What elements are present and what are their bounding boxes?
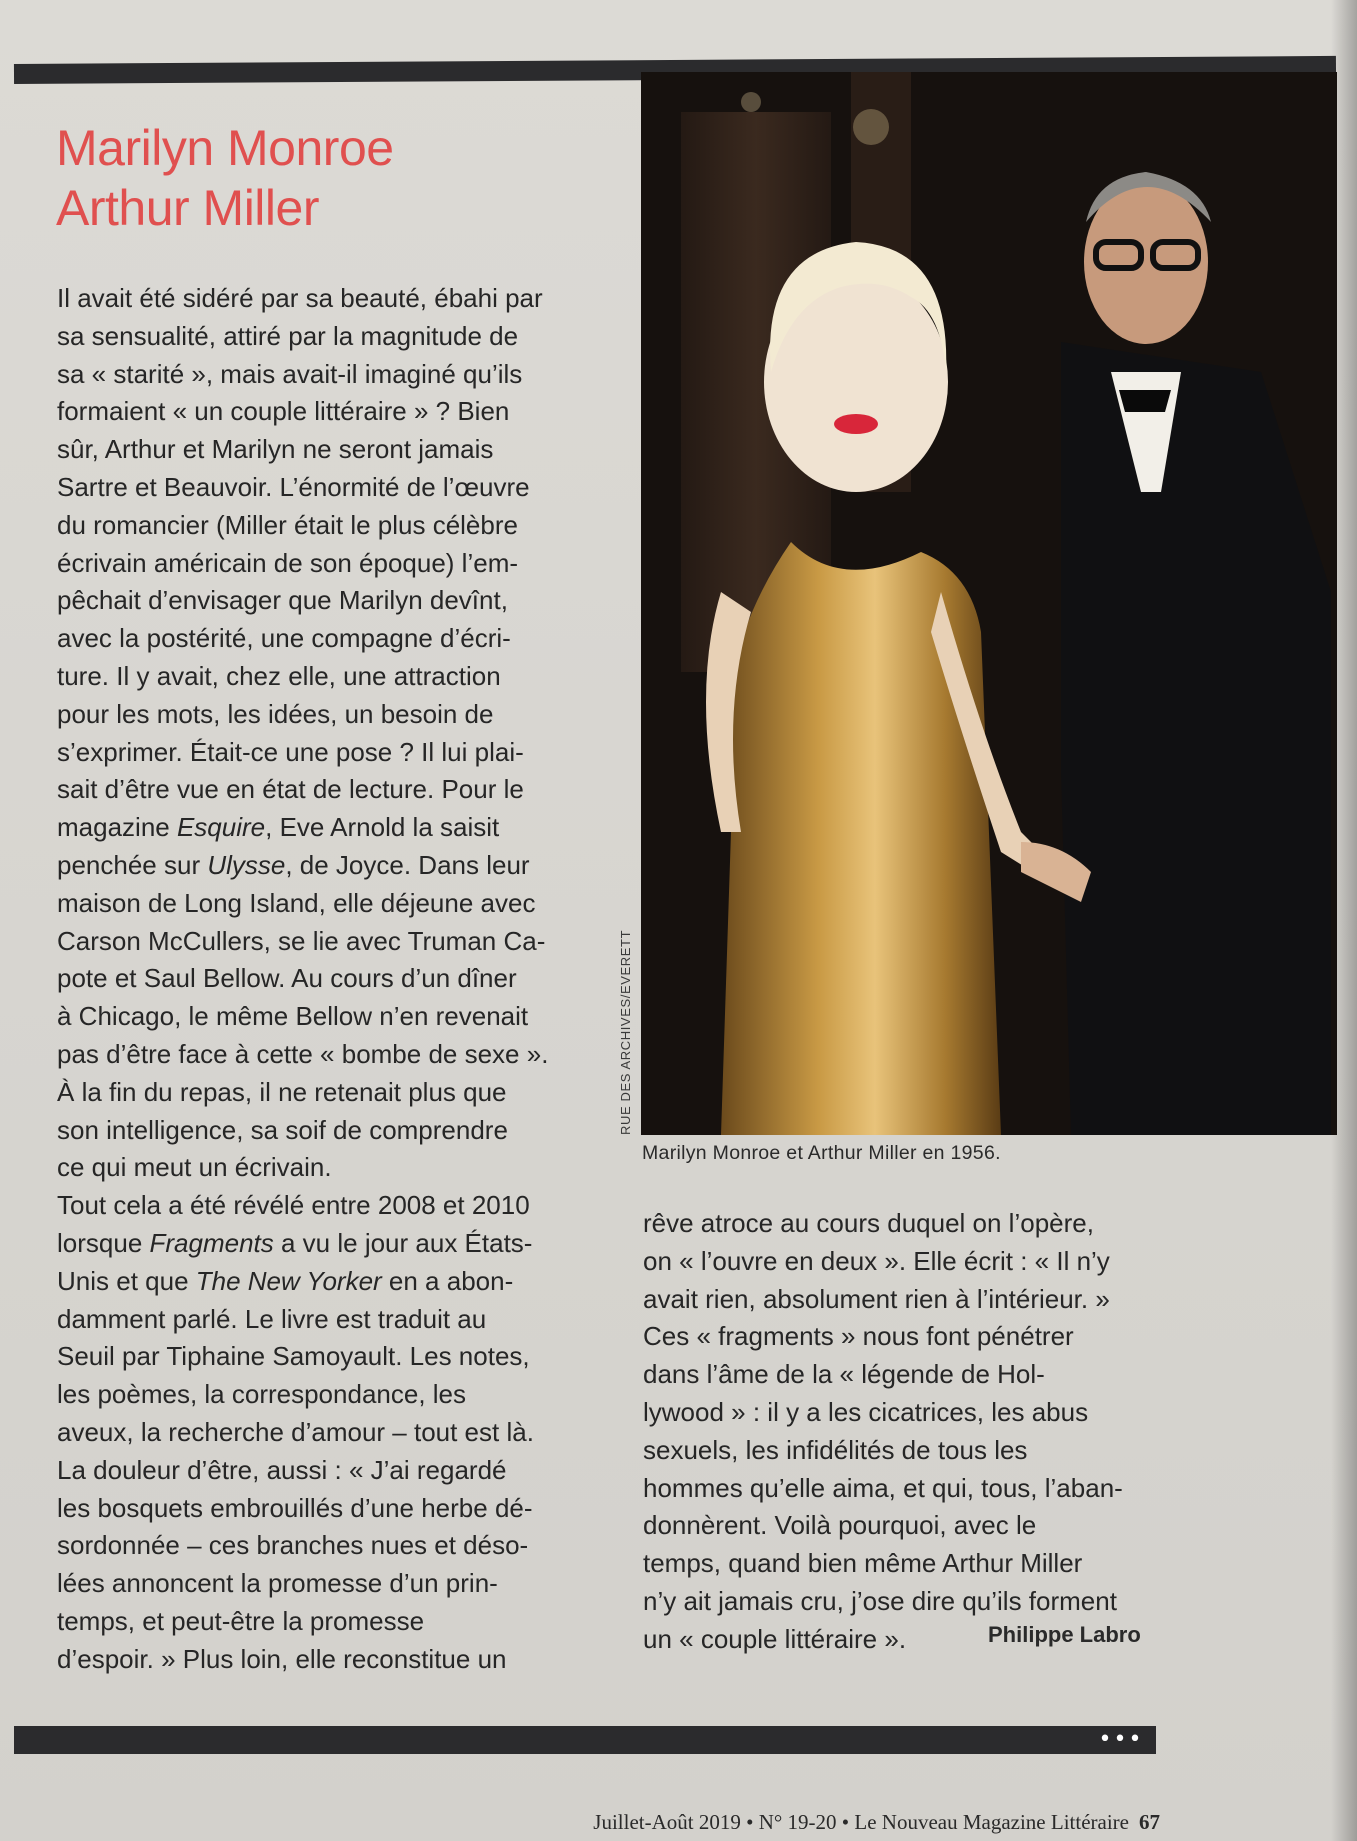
text-line: on « l’ouvre en deux ». Elle écrit : « Il n’y bbox=[643, 1245, 1110, 1276]
photo-illustration bbox=[641, 72, 1337, 1135]
page-footer bbox=[593, 1810, 1160, 1835]
text-line: magazine Esquire, Eve Arnold la saisit bbox=[57, 812, 500, 843]
text-line: Il avait été sidéré par sa beauté, ébahi par bbox=[57, 283, 543, 313]
title-line-2: Arthur Miller bbox=[56, 180, 319, 236]
text-line: dans l’âme de la « légende de Hol- bbox=[643, 1359, 1045, 1390]
italic-title: Fragments bbox=[149, 1227, 274, 1258]
text-line: son intelligence, sa soif de comprendre bbox=[57, 1114, 508, 1145]
text-line: pêchait d’envisager que Marilyn devînt, bbox=[57, 585, 508, 616]
text-line: Seuil par Tiphaine Samoyault. Les notes, bbox=[57, 1341, 530, 1372]
text-line: ture. Il y avait, chez elle, une attraction bbox=[57, 660, 501, 691]
left-column bbox=[57, 280, 548, 1678]
issue-line: Juillet-Août 2019 • N° 19-20 • Le Nouveau Magazine Littéraire bbox=[593, 1810, 1129, 1834]
text-line: Ces « fragments » nous font pénétrer bbox=[643, 1321, 1074, 1352]
text-line: avait rien, absolument rien à l’intérieur. » bbox=[643, 1283, 1110, 1314]
text-line: rêve atroce au cours duquel on l’opère, bbox=[643, 1208, 1094, 1238]
text-line: lées annoncent la promesse d’un prin- bbox=[57, 1568, 498, 1599]
text-line: pote et Saul Bellow. Au cours d’un dîner bbox=[57, 963, 517, 994]
text-line: Unis et que The New Yorker en a abon- bbox=[57, 1265, 514, 1296]
text-line: sordonnée – ces branches nues et déso- bbox=[57, 1530, 529, 1561]
couple-photo bbox=[641, 72, 1337, 1135]
photo-caption: Marilyn Monroe et Arthur Miller en 1956. bbox=[642, 1142, 1001, 1164]
text-line: hommes qu’elle aima, et qui, tous, l’aban- bbox=[643, 1472, 1123, 1503]
italic-title: The New Yorker bbox=[195, 1265, 382, 1296]
text-line: Sartre et Beauvoir. L’énormité de l’œuvre bbox=[57, 471, 530, 502]
article-title bbox=[56, 118, 616, 238]
text-line: ce qui meut un écrivain. bbox=[57, 1152, 332, 1183]
text-line: formaient « un couple littéraire » ? Bien bbox=[57, 396, 510, 427]
photo-credit: RUE DES ARCHIVES/EVERETT bbox=[618, 929, 633, 1135]
italic-title: Ulysse bbox=[207, 849, 286, 880]
text-line: Carson McCullers, se lie avec Truman Ca- bbox=[57, 925, 546, 956]
text-line: donnèrent. Voilà pourquoi, avec le bbox=[643, 1510, 1037, 1541]
text-line: sexuels, les infidélités de tous les bbox=[643, 1434, 1028, 1465]
text-line: avec la postérité, une compagne d’écri- bbox=[57, 623, 511, 654]
text-line: les poèmes, la correspondance, les bbox=[57, 1379, 467, 1410]
text-line: sait d’être vue en état de lecture. Pour le bbox=[57, 774, 524, 805]
text-line: un « couple littéraire ». bbox=[643, 1623, 907, 1654]
text-line: d’espoir. » Plus loin, elle reconstitue un bbox=[57, 1643, 507, 1674]
text-line: penchée sur Ulysse, de Joyce. Dans leur bbox=[57, 849, 530, 880]
text-line: sûr, Arthur et Marilyn ne seront jamais bbox=[57, 434, 494, 465]
text-line: aveux, la recherche d’amour – tout est là. bbox=[57, 1416, 534, 1447]
text-line: lywood » : il y a les cicatrices, les abus bbox=[643, 1396, 1089, 1427]
text-line: La douleur d’être, aussi : « J’ai regardé bbox=[57, 1454, 507, 1485]
text-line: Tout cela a été révélé entre 2008 et 2010 bbox=[57, 1190, 530, 1221]
text-line: À la fin du repas, il ne retenait plus que bbox=[57, 1076, 507, 1107]
text-line: sa « starité », mais avait-il imaginé qu’ils bbox=[57, 358, 523, 389]
text-line: pas d’être face à cette « bombe de sexe ». bbox=[57, 1038, 549, 1069]
text-line: s’exprimer. Était-ce une pose ? Il lui plai- bbox=[57, 736, 524, 767]
text-line: lorsque Fragments a vu le jour aux États- bbox=[57, 1227, 533, 1258]
text-line: pour les mots, les idées, un besoin de bbox=[57, 698, 494, 729]
title-line-1: Marilyn Monroe bbox=[56, 120, 394, 176]
text-line: temps, quand bien même Arthur Miller bbox=[643, 1548, 1083, 1579]
right-column bbox=[643, 1205, 1123, 1659]
page-number: 67 bbox=[1139, 1810, 1160, 1834]
ornament-dots: ••• bbox=[1098, 1727, 1144, 1752]
text-line: du romancier (Miller était le plus célèbre bbox=[57, 509, 518, 540]
text-line: temps, et peut-être la promesse bbox=[57, 1605, 425, 1636]
italic-title: Esquire bbox=[176, 812, 266, 843]
author-signature: Philippe Labro bbox=[988, 1622, 1141, 1647]
text-line: écrivain américain de son époque) l’em- bbox=[57, 547, 519, 578]
text-line: n’y ait jamais cru, j’ose dire qu’ils forment bbox=[643, 1585, 1117, 1616]
text-line: à Chicago, le même Bellow n’en revenait bbox=[57, 1001, 529, 1032]
text-line: maison de Long Island, elle déjeune avec bbox=[57, 887, 536, 918]
text-line: sa sensualité, attiré par la magnitude de bbox=[57, 320, 519, 351]
bottom-rule bbox=[14, 1726, 1156, 1754]
text-line: damment parlé. Le livre est traduit au bbox=[57, 1303, 487, 1334]
text-line: les bosquets embrouillés d’une herbe dé- bbox=[57, 1492, 533, 1523]
